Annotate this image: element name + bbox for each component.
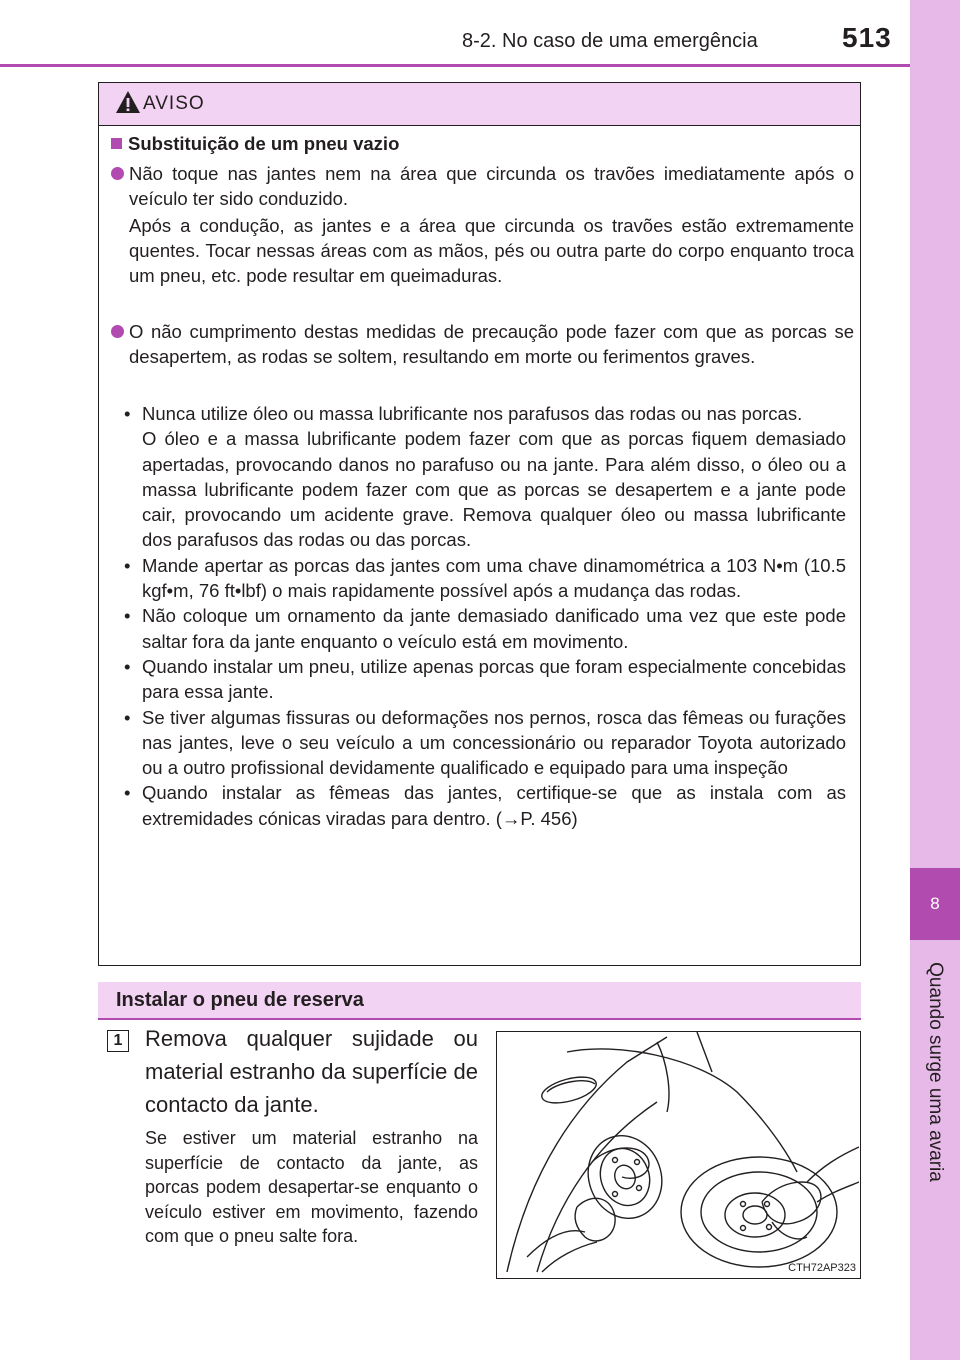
section-heading-text: Substituição de um pneu vazio	[128, 133, 400, 154]
warning-paragraph	[129, 319, 854, 369]
list-item: • Não coloque um ornamento da jante demasiado danificado uma vez que este pode saltar fora da jante enquanto o veículo está em movimento.	[124, 605, 846, 652]
step-text: Remova qualquer sujidade ou material estranho da superfície de contacto da jante.	[145, 1026, 478, 1117]
paragraph-text: Após a condução, as jantes e a área que circunda os travões estão extremamente quentes. Tocar nessas áreas com as mãos, pés ou outra parte do corpo enquanto troca um pneu, etc. pode resultar em queimaduras.	[129, 215, 854, 286]
square-bullet-icon	[111, 138, 122, 149]
install-section-title: Instalar o pneu de reserva	[116, 989, 364, 1011]
list-item-text: Não coloque um ornamento da jante demasiado danificado uma vez que este pode saltar fora da jante enquanto o veículo está em movimento.	[142, 605, 846, 652]
warning-header	[99, 83, 860, 126]
circle-bullet-icon	[111, 325, 124, 338]
chapter-title: Quando surge uma avaria	[925, 962, 946, 1182]
section-title: 8-2. No caso de uma emergência	[462, 30, 758, 52]
list-item: • Quando instalar um pneu, utilize apenas porcas que foram especialmente concebidas para essa jante.	[124, 655, 846, 703]
header-rule	[0, 64, 910, 67]
list-item-text: Mande apertar as porcas das jantes com uma chave dinamométrica a 103 N•m (10.5 kgf•m, 76 ft•lbf) o mais rapidamente possível após a mudança das rodas.	[142, 554, 846, 602]
section-heading	[111, 133, 399, 155]
list-item-text: Se tiver algumas fissuras ou deformações nos pernos, rosca das fêmeas ou furações nas jantes, leve o seu veículo a um concessionário ou reparador Toyota autorizado ou a outro profissional devidamente qualificado e equipado para uma inspeção	[142, 706, 846, 779]
page-number: 513	[842, 22, 892, 53]
wheel-cleaning-illustration	[497, 1032, 859, 1277]
list-item: • Nunca utilize óleo ou massa lubrificante nos parafusos das rodas ou nas porcas.	[124, 403, 803, 424]
warning-label: AVISO	[143, 93, 205, 114]
list-item: • Mande apertar as porcas das jantes com uma chave dinamométrica a 103 N•m (10.5 kgf•m, 76 ft•lbf) o mais rapidamente possível após a mudança das rodas.	[124, 554, 846, 602]
list-item-text: Quando instalar um pneu, utilize apenas porcas que foram especialmente concebidas para essa jante.	[142, 655, 846, 703]
chapter-number: 8	[910, 868, 960, 940]
warning-box	[98, 82, 861, 966]
bullet-list	[117, 401, 846, 831]
list-item: • Se tiver algumas fissuras ou deformações nos pernos, rosca das fêmeas ou furações nas jantes, leve o seu veículo a um concessionário ou reparador Toyota autorizado ou a outro profissional devidamente qualificado e equipado para uma inspeção	[124, 706, 846, 779]
list-item-text: Quando instalar as fêmeas das jantes, certifique-se que as instala com as extremidades cónicas viradas para dentro. (→P. 456)	[142, 782, 846, 829]
install-section-header	[98, 982, 861, 1020]
illustration-wheel-cleaning	[496, 1031, 861, 1279]
list-item: • Quando instalar as fêmeas das jantes, certifique-se que as instala com as extremidades cónicas viradas para dentro. (→P. 456)	[124, 782, 846, 829]
warning-paragraph	[129, 213, 854, 288]
step-note: Se estiver um material estranho na superfície de contacto da jante, as porcas podem desapertar-se enquanto o veículo estiver em movimento, fazendo com que o pneu salte fora.	[145, 1128, 478, 1246]
figure-code: CTH72AP323	[788, 1262, 856, 1274]
warning-triangle-icon	[115, 90, 141, 114]
paragraph-text: O não cumprimento destas medidas de precaução pode fazer com que as porcas se desapertem, as rodas se soltem, resultando em morte ou ferimentos graves.	[129, 321, 854, 367]
warning-paragraph	[129, 161, 854, 211]
circle-bullet-icon	[111, 167, 124, 180]
list-item-text: O óleo e a massa lubrificante podem fazer com que as porcas fiquem demasiado apertadas, provocando danos no parafuso ou na jante. Para além disso, o óleo ou a massa lubrificante podem fazer com que as porcas se desapertem e a jante pode cair, provocando um acidente grave. Remova qualquer óleo ou massa lubrificante dos parafusos das rodas ou das porcas.	[142, 428, 846, 551]
step-number-badge: 1	[107, 1030, 129, 1052]
list-item-continuation	[117, 426, 846, 552]
paragraph-text: Não toque nas jantes nem na área que circunda os travões imediatamente após o veículo ter sido conduzido.	[129, 163, 854, 209]
list-item-text: Nunca utilize óleo ou massa lubrificante nos parafusos das rodas ou nas porcas.	[142, 403, 803, 424]
